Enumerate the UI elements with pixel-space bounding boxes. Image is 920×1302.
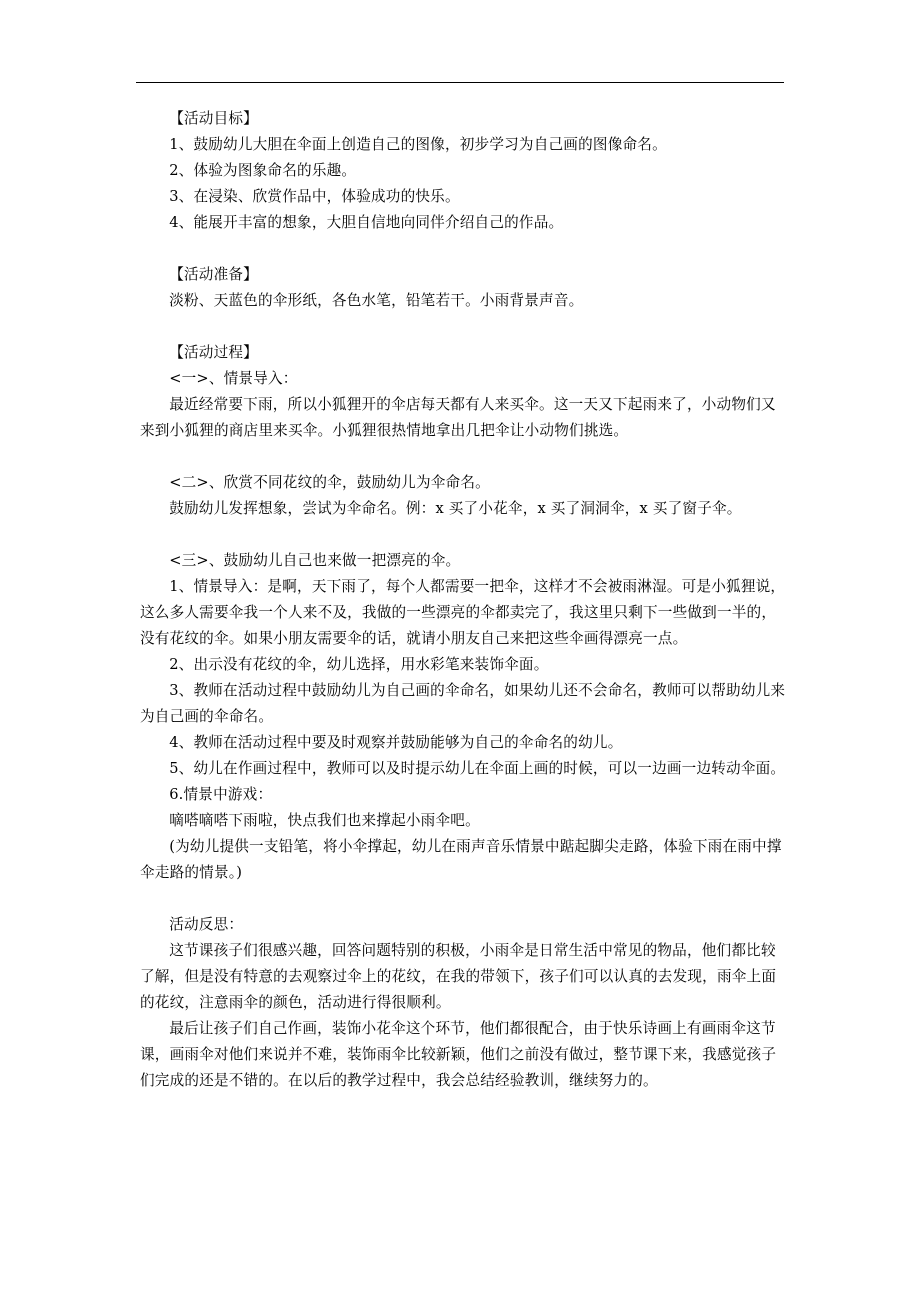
goal-item: 1、鼓励幼儿大胆在伞面上创造自己的图像，初步学习为自己画的图像命名。 bbox=[169, 136, 667, 153]
step1-text: 最近经常要下雨，所以小狐狸开的伞店每天都有人来买伞。这一天又下起雨来了，小动物们又来到小狐狸的商店里来买伞。小狐狸很热情地拿出几把伞让小动物们挑选。 bbox=[140, 396, 776, 439]
step6-title: 6.情景中游戏： bbox=[169, 786, 273, 803]
goals-section bbox=[140, 106, 790, 236]
step3-item: 2、出示没有花纹的伞，幼儿选择，用水彩笔来装饰伞面。 bbox=[169, 656, 549, 673]
process-heading: 【活动过程】 bbox=[169, 344, 258, 361]
step2-title: <二>、欣赏不同花纹的伞，鼓励幼儿为伞命名。 bbox=[169, 474, 490, 491]
preparation-heading: 【活动准备】 bbox=[169, 266, 258, 283]
reflection-section bbox=[140, 912, 790, 1094]
reflection-paragraph: 这节课孩子们很感兴趣，回答问题特别的积极，小雨伞是日常生活中常见的物品，他们都比较了解，但是没有特意的去观察过伞上的花纹，在我的带领下，孩子们可以认真的去发现，雨伞上面的花纹，注意雨伞的颜色，活动进行得很顺利。 bbox=[140, 942, 777, 1011]
step3-title: <三>、鼓励幼儿自己也来做一把漂亮的伞。 bbox=[169, 552, 461, 569]
document-body bbox=[140, 106, 790, 1094]
process-section-step3 bbox=[140, 548, 790, 886]
step6-note: (为幼儿提供一支铅笔，将小伞撑起，幼儿在雨声音乐情景中踮起脚尖走路，体验下雨在雨中撑伞走路的情景。) bbox=[140, 838, 782, 881]
step2-text: 鼓励幼儿发挥想象，尝试为伞命名。例：x 买了小花伞，x 买了洞洞伞，x 买了窗子伞。 bbox=[169, 500, 742, 517]
step3-item: 5、幼儿在作画过程中，教师可以及时提示幼儿在伞面上画的时候，可以一边画一边转动伞面。 bbox=[169, 760, 786, 777]
step3-item: 1、情景导入：是啊，天下雨了，每个人都需要一把伞，这样才不会被雨淋湿。可是小狐狸说，这么多人需要伞我一个人来不及，我做的一些漂亮的伞都卖完了，我这里只剩下一些做到一半的，没有花纹的伞。如果小朋友需要伞的话，就请小朋友自己来把这些伞画得漂亮一点。 bbox=[140, 578, 786, 647]
goal-item: 2、体验为图象命名的乐趣。 bbox=[169, 162, 357, 179]
step6-text: 嘀嗒嘀嗒下雨啦，快点我们也来撑起小雨伞吧。 bbox=[169, 812, 480, 829]
goal-item: 3、在浸染、欣赏作品中，体验成功的快乐。 bbox=[169, 188, 460, 205]
step3-item: 4、教师在活动过程中要及时观察并鼓励能够为自己的伞命名的幼儿。 bbox=[169, 734, 623, 751]
step1-title: <一>、情景导入： bbox=[169, 370, 298, 387]
step3-item: 3、教师在活动过程中鼓励幼儿为自己画的伞命名，如果幼儿还不会命名，教师可以帮助幼儿来为自己画的伞命名。 bbox=[140, 682, 786, 725]
process-section-step2 bbox=[140, 470, 790, 522]
header-rule bbox=[136, 82, 784, 83]
preparation-section bbox=[140, 262, 790, 314]
goals-heading: 【活动目标】 bbox=[169, 110, 258, 127]
preparation-text: 淡粉、天蓝色的伞形纸，各色水笔，铅笔若干。小雨背景声音。 bbox=[169, 292, 584, 309]
goal-item: 4、能展开丰富的想象，大胆自信地向同伴介绍自己的作品。 bbox=[169, 214, 564, 231]
reflection-paragraph: 最后让孩子们自己作画，装饰小花伞这个环节，他们都很配合，由于快乐诗画上有画雨伞这节课，画雨伞对他们来说并不难，装饰雨伞比较新颖，他们之前没有做过，整节课下来，我感觉孩子们完成的还是不错的。在以后的教学过程中，我会总结经验教训，继续努力的。 bbox=[140, 1020, 777, 1089]
reflection-heading: 活动反思： bbox=[169, 916, 244, 933]
process-section-intro bbox=[140, 340, 790, 444]
